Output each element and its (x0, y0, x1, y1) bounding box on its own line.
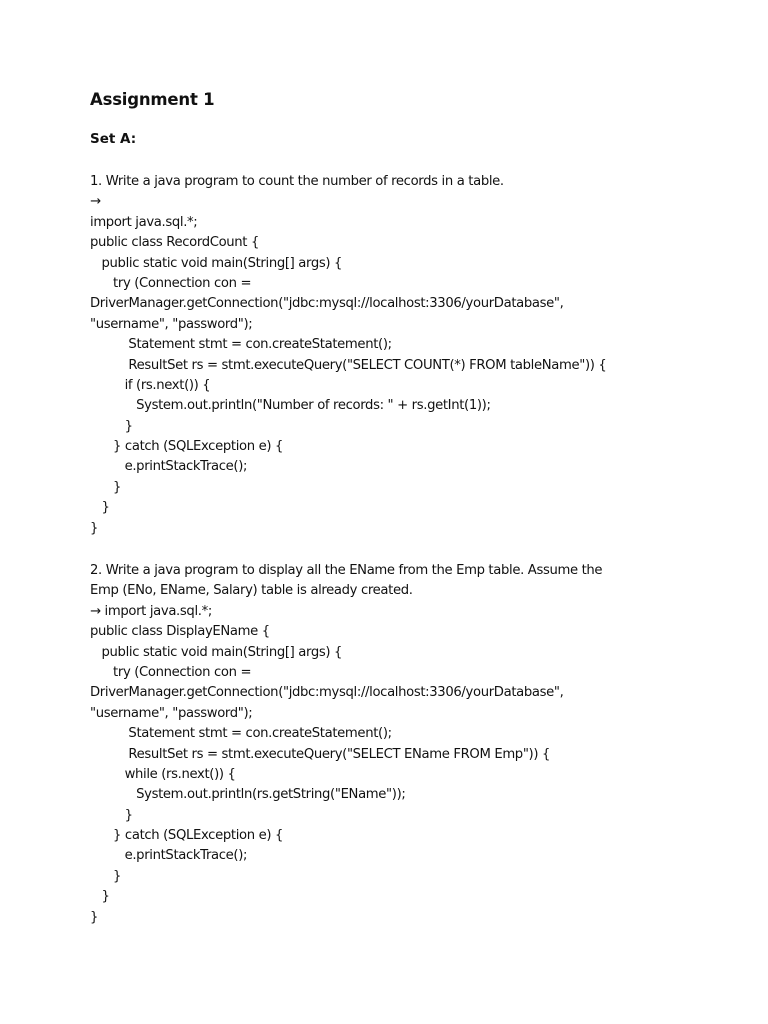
text-line: } (90, 889, 110, 905)
text-line: } (90, 909, 99, 925)
text-line: public class RecordCount { (90, 235, 260, 251)
text-line: } (90, 479, 122, 495)
text-line: if (rs.next()) { (90, 377, 211, 393)
text-line: → (90, 194, 101, 210)
text-line: while (rs.next()) { (90, 766, 236, 782)
text-line: } (90, 807, 133, 823)
text-line: ResultSet rs = stmt.executeQuery("SELECT EName FROM Emp")) { (90, 746, 551, 762)
text-line: DriverManager.getConnection("jdbc:mysql://localhost:3306/yourDatabase", (90, 296, 564, 312)
text-line: 1. Write a java program to count the number of records in a table. (90, 174, 504, 189)
text-line: Statement stmt = con.createStatement(); (90, 337, 392, 353)
text-line: } (90, 500, 110, 516)
text-line: → import java.sql.*; (90, 603, 212, 619)
text-line: try (Connection con = (90, 664, 252, 680)
question-1-block (90, 172, 730, 539)
text-line: "username", "password"); (90, 316, 253, 332)
text-line: e.printStackTrace(); (90, 848, 248, 864)
text-line: System.out.println("Number of records: " + rs.getInt(1)); (90, 398, 491, 414)
text-line: public static void main(String[] args) { (90, 644, 343, 660)
question-2-block (90, 561, 730, 928)
text-line: } catch (SQLException e) { (90, 828, 284, 844)
text-line: e.printStackTrace(); (90, 459, 248, 475)
text-line: System.out.println(rs.getString("EName")); (90, 787, 406, 803)
text-line: Statement stmt = con.createStatement(); (90, 726, 392, 742)
text-line: "username", "password"); (90, 705, 253, 721)
text-line: ResultSet rs = stmt.executeQuery("SELECT COUNT(*) FROM tableName")) { (90, 357, 607, 373)
text-line: } (90, 520, 99, 536)
text-line: } (90, 868, 122, 884)
text-line: } catch (SQLException e) { (90, 439, 284, 455)
text-line: import java.sql.*; (90, 214, 198, 230)
text-line: public class DisplayEName { (90, 624, 270, 640)
text-line: try (Connection con = (90, 275, 252, 291)
set-label: Set A: (90, 131, 137, 147)
text-line: Emp (ENo, EName, Salary) table is already created. (90, 583, 413, 599)
text-line: 2. Write a java program to display all the EName from the Emp table. Assume the (90, 563, 603, 578)
text-line: public static void main(String[] args) { (90, 255, 343, 271)
text-line: DriverManager.getConnection("jdbc:mysql://localhost:3306/yourDatabase", (90, 685, 564, 701)
page-title: Assignment 1 (90, 90, 215, 109)
text-line: } (90, 418, 133, 434)
